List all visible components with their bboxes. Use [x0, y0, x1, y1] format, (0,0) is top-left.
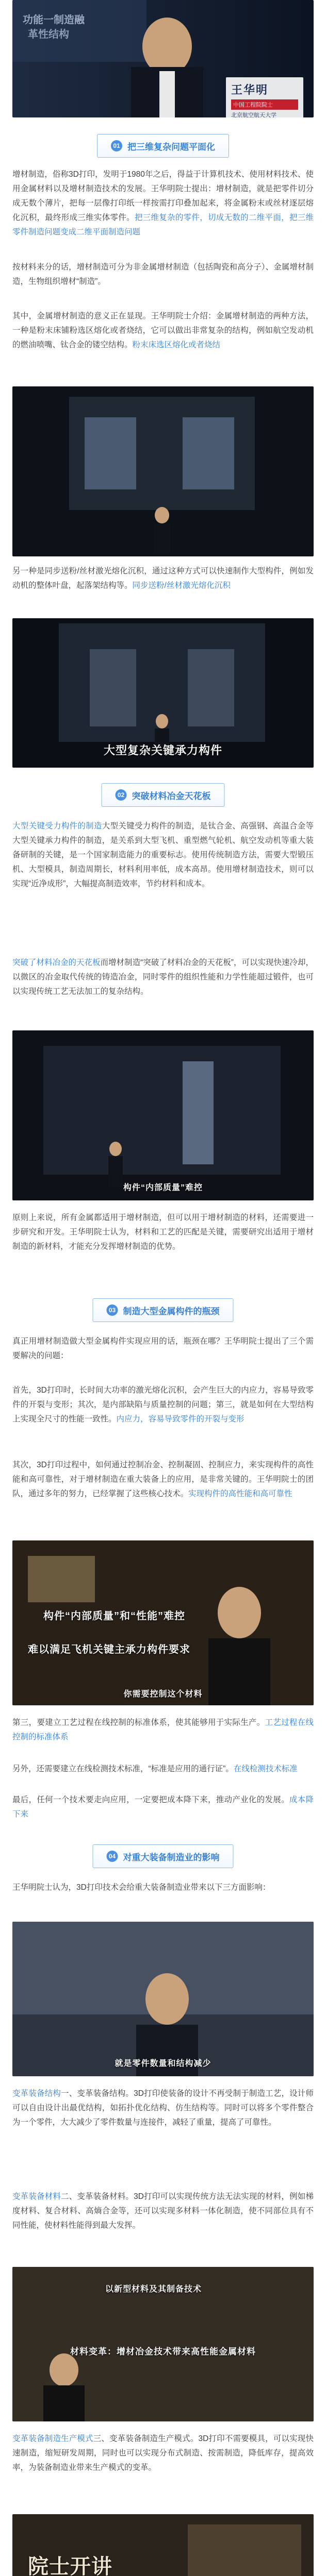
- video-caption: 以新型材料及其制备技术: [105, 2285, 202, 2294]
- paragraph: 王华明院士认为，3D打印技术会给重大装备制造业带来以下三方面影响：: [12, 1883, 271, 1892]
- video-caption: 就是零件数量和结构减少: [115, 2059, 211, 2068]
- highlight-text: 工艺过程在线控制的标准体系: [12, 1718, 314, 1741]
- stage-scene: [12, 386, 314, 556]
- highlight-text: 变革装备材料: [12, 2192, 61, 2201]
- paragraph: 变革装备结构一、变革装备结构。3D打印使装备的设计不再受制于制造工艺，设计师可以自由设计出最优结构，如拓扑优化结构、仿生结构等。同时可以将多个零件整合为一个零件，大大减少了零件数量与连接件，减轻了重量，提高了可靠性。: [12, 2089, 314, 2127]
- paragraph: 另外，还需要建立在线检测技术标准，“标准是应用的通行证”。在线检测技术标准: [12, 1765, 298, 1773]
- screen-text: 功能一制造融: [23, 14, 85, 26]
- section-number: 03: [107, 1304, 118, 1316]
- section-heading: 制造大型金属构件的瓶颈: [123, 1306, 220, 1316]
- stage-photo-7: [12, 2514, 314, 2576]
- show-logo-text: 院士开讲: [28, 2555, 112, 2576]
- paragraph: 原则上来说，所有金属都适用于增材制造，但可以用于增材制造的材料，还需要进一步研究和开发。王华明院士认为，材料和工艺的匹配是关键，需要研究出适用于增材制造的新材料，才能充分发挥增材制造的优势。: [12, 1213, 314, 1251]
- highlight-text: 成本降下来: [12, 1795, 314, 1819]
- screen-text-2: 革性结构: [28, 29, 69, 40]
- section-number: 04: [107, 1851, 118, 1862]
- paragraph: 最后，任何一个技术要走向应用，一定要把成本降下来，推动产业化的发展。成本降下来: [12, 1795, 314, 1819]
- highlight-text: 在线检测技术标准: [233, 1765, 298, 1773]
- stage-photo-5: [12, 1922, 314, 2076]
- video-caption: 大型复杂关键承力构件: [103, 744, 222, 757]
- name-card: [226, 77, 303, 117]
- section-heading: 突破材料冶金天花板: [132, 791, 211, 801]
- stage-scene: [12, 1922, 314, 2076]
- stage-photo-4: [12, 1540, 314, 1705]
- paragraph: 首先，3D打印时，长时间大功率的激光熔化沉积，会产生巨大的内应力，容易导致零件的开裂与变形；其次，是内部缺陷与质量控制的问题；第三，就是如何在大型结构上实现全尺寸的性能一致性。内应力，容易导致零件的开裂与变形: [12, 1386, 314, 1423]
- highlight-text: 把三维复杂的零件，切成无数的二维平面，把三维零件制造问题变成二维平面制造问题: [12, 213, 314, 236]
- section-number: 01: [111, 140, 122, 151]
- stage-scene: [12, 1540, 314, 1705]
- speaker-name: 王华明: [231, 83, 269, 96]
- highlight-text: 内应力，容易导致零件的开裂与变形: [116, 1415, 244, 1423]
- stage-photo-2: [12, 618, 314, 768]
- paragraph: 变革装备材料二、变革装备材料。3D打印可以实现传统方法无法实现的材料，例如梯度材料、复合材料、高熵合金等，还可以实现多材料一体化制造，使不同部位具有不同性能，使材料性能得到最大发挥。: [12, 2192, 314, 2230]
- paragraph: 其次，3D打印过程中，如何通过控制冶金、控制凝固、控制应力，来实现构件的高性能和高可靠性，对于增材制造在重大装备上的应用，是非常关键的。王华明院士的团队，通过多年的努力，已经掌握了这些核心技术。实现构件的高性能和高可靠性: [12, 1461, 314, 1498]
- stage-photo-6: [12, 2267, 314, 2421]
- section-title-4: [12, 1844, 314, 1867]
- paragraph: 按材料来分的话，增材制造可分为非金属增材制造（包括陶瓷和高分子）、金属增材制造，生物组织增材“制造”。: [12, 263, 314, 286]
- highlight-text: 变革装备制造生产模式: [12, 2434, 93, 2443]
- highlight-text: 大型关键受力构件的制造: [12, 822, 102, 831]
- speaker-title: 中国工程院院士: [231, 99, 298, 110]
- stage-scene: [12, 1030, 314, 1200]
- paragraph: 突破了材料冶金的天花板而增材制造“突破了材料冶金的天花板”，可以实现快速冷却，以微区的冶金取代传统的铸造冶金，同时零件的组织性能和力学性能超过锻件，也可以实现传统工艺无法加工的复杂结构。: [12, 958, 314, 996]
- stage-photo-1: [12, 386, 314, 556]
- highlight-text: 变革装备结构: [12, 2089, 61, 2098]
- highlight-text: 粉末床选区熔化或者烧结: [132, 341, 221, 349]
- stage-photo-3: [12, 1030, 314, 1200]
- highlight-text: 实现构件的高性能和高可靠性: [188, 1489, 292, 1498]
- section-number: 02: [116, 789, 127, 801]
- highlight-text: 突破了材料冶金的天花板: [12, 958, 101, 967]
- video-caption: 构件“内部质量”难控: [123, 1183, 203, 1192]
- video-caption: 材料变革：增材冶金技术带来高性能金属材料: [70, 2347, 256, 2357]
- video-caption: 你需要控制这个材料: [123, 1690, 203, 1699]
- highlight-text: 同步送粉/丝材激光熔化沉积: [132, 581, 231, 590]
- paragraph: 其中，金属增材制造的意义正在显现。王华明院士介绍：金属增材制造的两种方法，一种是粉末床铺粉选区熔化或者烧结，它可以做出非常复杂的结构，例如航空发动机的燃油喷嘴、钛合金的镂空结构。粉末床选区熔化或者烧结: [12, 312, 314, 349]
- video-caption: 难以满足飞机关键主承力构件要求: [28, 1644, 190, 1655]
- section-heading: 对重大装备制造业的影响: [123, 1852, 220, 1862]
- video-caption: 构件“内部质量”和“性能”难控: [43, 1611, 185, 1622]
- paragraph: 增材制造，俗称3D打印，发明于1980年之后，得益于计算机技术、使用材料技术、使用金属材料以及增材制造技术的发展。王华明院士提出：增材制造，就是把零件切分成无数个薄片，把每一层像打印纸一样按需打印叠加起来，将金属粉末或丝材逐层熔化沉积，最终形成三维实体零件。把三维复杂的零件，切成无数的二维平面，把三维零件制造问题变成二维平面制造问题: [12, 170, 314, 236]
- hero-photo: [12, 0, 314, 117]
- section-title-1: [12, 134, 314, 157]
- paragraph: 另一种是同步送粉/丝材激光熔化沉积，通过这种方式可以快速制作大型构件，例如发动机的整体叶盘，起落架结构等。同步送粉/丝材激光熔化沉积: [12, 567, 314, 590]
- speaker-org: 北京航空航天大学: [231, 112, 276, 117]
- paragraph: 大型关键受力构件的制造大型关键受力构件的制造，是钛合金、高强钢、高温合金等大型关键承力构件的制造，是关系到大型飞机、重型燃气轮机、航空发动机等重大装备研制的关键，是一个国家制造能力的重要标志。使用传统制造方法，需要大型锻压机、大型模具，制造周期长，材料利用率低，成本高昂。使用增材制造技术，则可以实现“近净成形”，大幅提高制造效率，节约材料和成本。: [12, 822, 314, 888]
- paragraph: 真正用增材制造做大型金属构件实现应用的话，瓶颈在哪？王华明院士提出了三个需要解决的问题：: [12, 1337, 314, 1360]
- section-title-3: [12, 1298, 314, 1321]
- section-heading: 把三维复杂问题平面化: [127, 142, 215, 152]
- paragraph: 变革装备制造生产模式三、变革装备制造生产模式。3D打印不需要模具，可以实现快速制造，缩短研发周期，同时也可以实现分布式制造、按需制造，降低库存，提高效率，为装备制造业带来生产模式的变革。: [12, 2434, 314, 2472]
- section-title-2: [12, 783, 314, 806]
- paragraph: 第三，要建立工艺过程在线控制的标准体系，使其能够用于实际生产。工艺过程在线控制的标准体系: [12, 1718, 314, 1741]
